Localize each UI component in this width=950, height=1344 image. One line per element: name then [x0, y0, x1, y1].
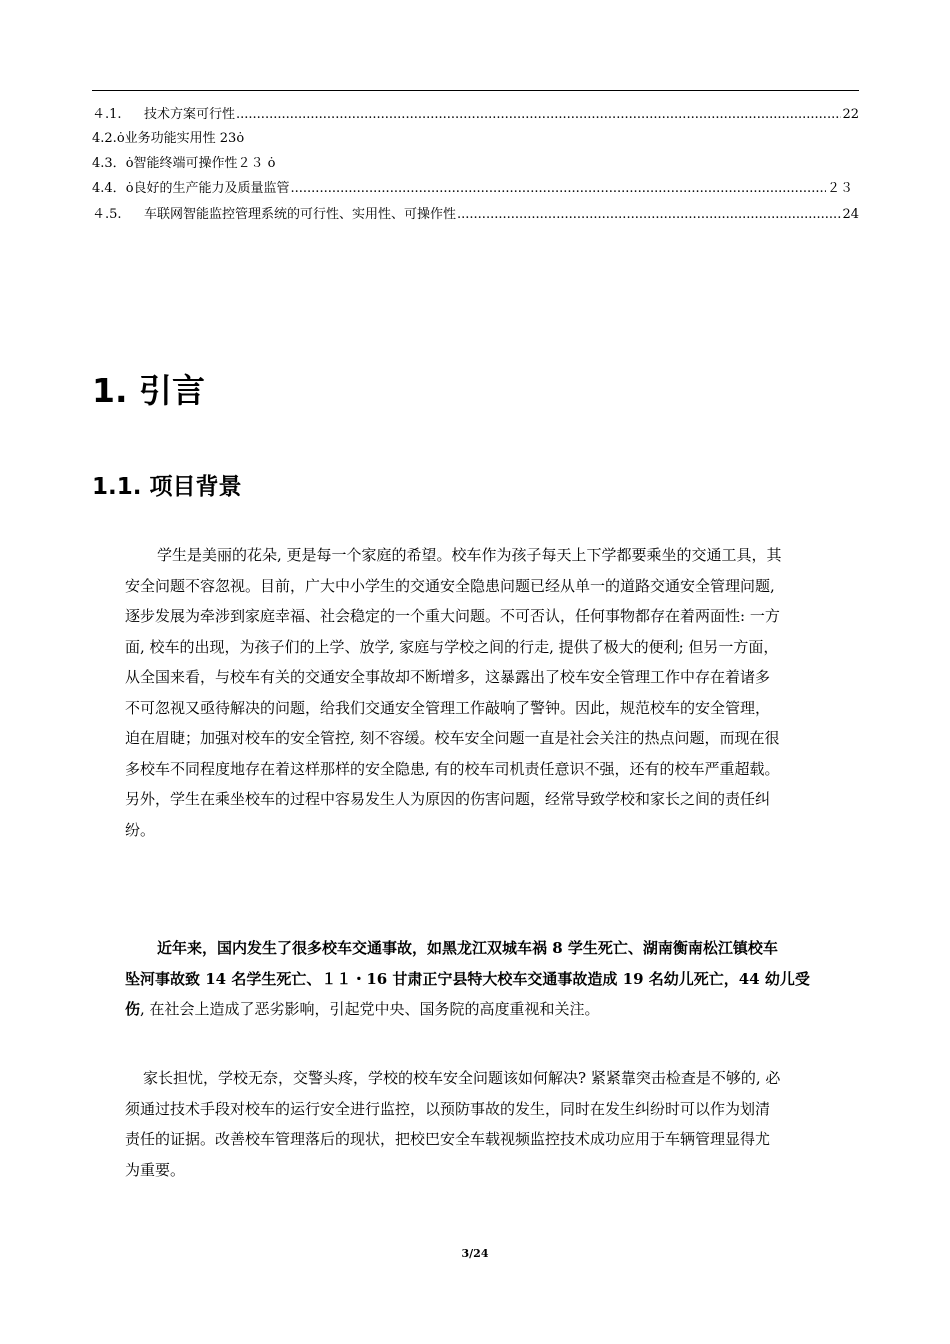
toc-entry[interactable]: [92, 149, 859, 171]
paragraph-line: 家长担忧，学校无奈，交警头疼，学校的校车安全问题该如何解决? 紧紧靠突击检查是不够的, 必: [143, 1069, 781, 1087]
toc-entry-number: ４.5.: [92, 207, 122, 222]
toc-entry-title: 技术方案可行性: [144, 107, 236, 122]
toc-entry[interactable]: [92, 124, 859, 146]
toc-entry-page: 22: [842, 107, 859, 122]
paragraph-line: 须通过技术手段对校车的运行安全进行监控，以预防事故的发生，同时在发生纠纷时可以作为划清: [125, 1099, 771, 1118]
header-rule: [92, 90, 859, 91]
toc-entry[interactable]: [92, 174, 859, 196]
toc-entry-number: 4.2.: [92, 131, 117, 146]
plain-text: , 在社会上造成了恶劣影响，引起党中央、国务院的高度重视和关注。: [140, 1000, 600, 1018]
page-number: 3/24: [461, 1247, 489, 1260]
toc-entry-page: ２３: [826, 181, 853, 196]
paragraph-line: 学生是美丽的花朵, 更是每一个家庭的希望。校车作为孩子每天上下学都要乘坐的交通工具，其: [157, 546, 782, 564]
toc-entry[interactable]: [92, 100, 859, 122]
paragraph-line: [125, 994, 859, 1025]
toc-entry-number: 4.4．: [92, 181, 126, 196]
toc-leader-dots: [457, 207, 841, 222]
paragraph-line: 多校车不同程度地存在着这样那样的安全隐患, 有的校车司机责任意识不强，还有的校车严重超载。: [125, 759, 780, 778]
paragraph-line: 纷。: [125, 820, 156, 839]
paragraph-line: 逐步发展为牵涉到家庭幸福、社会稳定的一个重大问题。不可否认，任何事物都存在着两面性: 一方: [125, 607, 780, 625]
bold-text: 伤: [125, 1000, 141, 1018]
body-paragraph: [125, 540, 859, 845]
paragraph-line: 迫在眉睫；加强对校车的安全管控, 刻不容缓。校车安全问题一直是社会关注的热点问题，而现在很: [125, 729, 780, 747]
toc-leader-dots: [291, 181, 826, 196]
toc-entry-title: ȯ业务功能实用性 23ȯ: [116, 131, 245, 146]
paragraph-line: 从全国来看，与校车有关的交通安全事故却不断增多，这暴露出了校车安全管理工作中存在着诸多: [125, 668, 771, 686]
subsection-heading: 1.1. 项目背景: [92, 474, 242, 500]
toc-entry-number: 4.3．: [92, 156, 126, 171]
toc-entry-title: ȯ智能终端可操作性２３ ȯ: [125, 156, 276, 171]
toc-entry-title: 车联网智能监控管理系统的可行性、实用性、可操作性: [144, 207, 457, 222]
paragraph-line: 面, 校车的出现，为孩子们的上学、放学, 家庭与学校之间的行走, 提供了极大的便利; 但另一方面，: [125, 637, 779, 656]
toc-entry[interactable]: [92, 200, 859, 222]
paragraph-line: 不可忽视又亟待解决的问题，给我们交通安全管理工作敲响了警钟。因此，规范校车的安全管理，: [125, 698, 771, 717]
paragraph-line: 为重要。: [125, 1160, 186, 1179]
body-paragraph-emphasis: [125, 933, 859, 1025]
paragraph-line: 安全问题不容忽视。目前，广大中小学生的交通安全隐患问题已经从单一的道路交通安全管理问题,: [125, 576, 775, 595]
section-heading: 1. 引言: [92, 371, 205, 410]
paragraph-line: 责任的证据。改善校车管理落后的现状，把校巴安全车载视频监控技术成功应用于车辆管理显得尤: [125, 1130, 771, 1148]
toc-entry-page: 24: [842, 207, 859, 222]
body-paragraph: [125, 1063, 859, 1185]
toc-leader-dots: [236, 107, 841, 122]
toc-entry-title: ȯ良好的生产能力及质量监管: [125, 181, 290, 196]
paragraph-line: 近年来，国内发生了很多校车交通事故，如黑龙江双城车祸 8 学生死亡、湖南衡南松江镇校车: [157, 939, 778, 957]
toc-entry-number: ４.1.: [92, 107, 122, 122]
paragraph-line: 另外，学生在乘坐校车的过程中容易发生人为原因的伤害问题，经常导致学校和家长之间的责任纠: [125, 790, 771, 808]
paragraph-line: 坠河事故致 14 名学生死亡、１１・16 甘肃正宁县特大校车交通事故造成 19 名幼儿死亡，44 幼儿受: [125, 969, 810, 988]
